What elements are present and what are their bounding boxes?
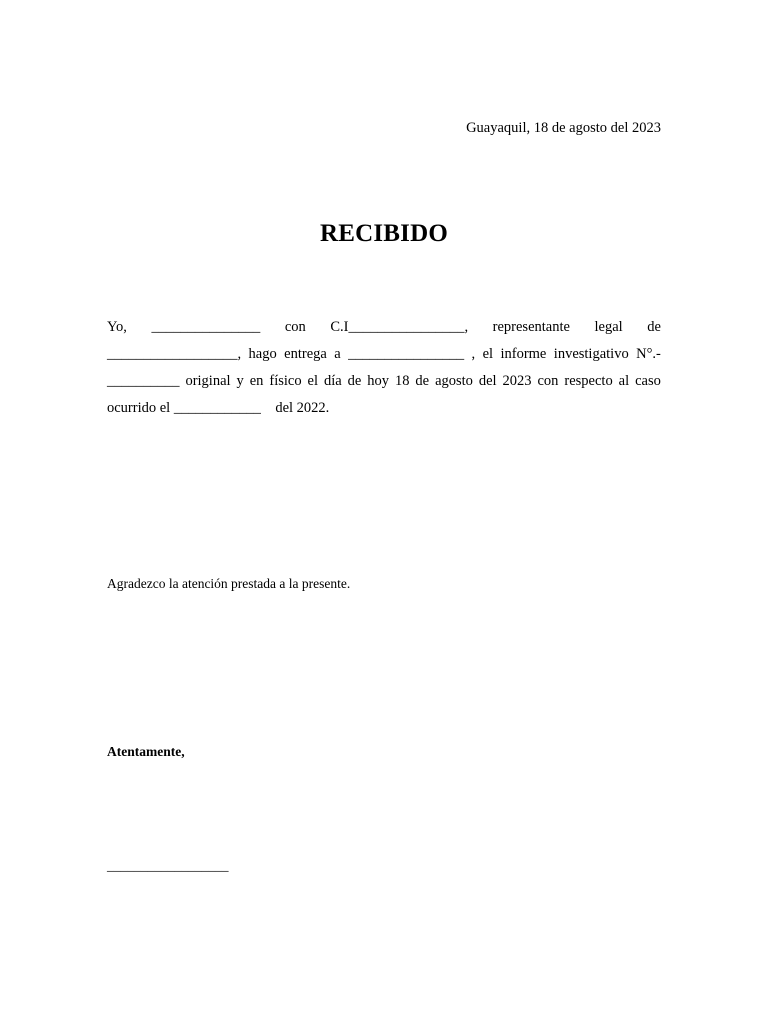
- body-word: a: [334, 346, 341, 362]
- body-word: del: [478, 373, 497, 389]
- body-word: ,: [471, 346, 476, 362]
- body-word: Yo,: [107, 319, 127, 335]
- document-title: RECIBIDO: [319, 220, 449, 247]
- body-word: hoy: [367, 373, 390, 389]
- body-line-4: [107, 395, 661, 422]
- body-paragraph: [107, 314, 661, 422]
- body-word: día: [323, 373, 342, 389]
- body-word: físico: [269, 373, 302, 389]
- body-word: 18: [394, 373, 410, 389]
- body-word: con: [284, 319, 306, 335]
- signature-line: __________________: [107, 858, 229, 873]
- body-word: respecto: [564, 373, 613, 389]
- body-word: en: [249, 373, 264, 389]
- body-word: informe: [500, 346, 547, 362]
- body-word: el: [307, 373, 318, 389]
- body-word: de: [347, 373, 362, 389]
- body-word: N°.-: [636, 346, 661, 362]
- body-word: de: [415, 373, 430, 389]
- body-word: hago: [248, 346, 277, 362]
- body-word: entrega: [284, 346, 327, 362]
- body-last-line: ocurrido el ____________ del 2022.: [107, 400, 330, 416]
- company-blank: __________________,: [107, 346, 242, 362]
- body-line-1: [107, 314, 661, 341]
- body-word: el: [482, 346, 494, 362]
- signoff: Atentamente,: [107, 744, 185, 759]
- body-word: original: [185, 373, 231, 389]
- body-word: agosto: [435, 373, 473, 389]
- body-word: al: [618, 373, 630, 389]
- body-word: de: [647, 319, 661, 335]
- body-word: y: [236, 373, 244, 389]
- body-word: investigativo: [553, 346, 629, 362]
- body-line-3: [107, 368, 661, 395]
- date-line: Guayaquil, 18 de agosto del 2023: [466, 120, 661, 136]
- body-word: con: [537, 373, 559, 389]
- body-word: representante: [492, 319, 570, 335]
- report-number-blank: __________: [107, 373, 180, 389]
- closing-sentence: Agradezco la atención prestada a la presente.: [107, 576, 351, 591]
- body-word: legal: [594, 319, 623, 335]
- body-line-2: [107, 341, 661, 368]
- id-blank: C.I________________,: [330, 319, 469, 335]
- recipient-blank: ________________: [348, 346, 465, 362]
- body-word: 2023: [502, 373, 532, 389]
- name-blank: _______________: [151, 319, 261, 335]
- body-word: caso: [635, 373, 661, 389]
